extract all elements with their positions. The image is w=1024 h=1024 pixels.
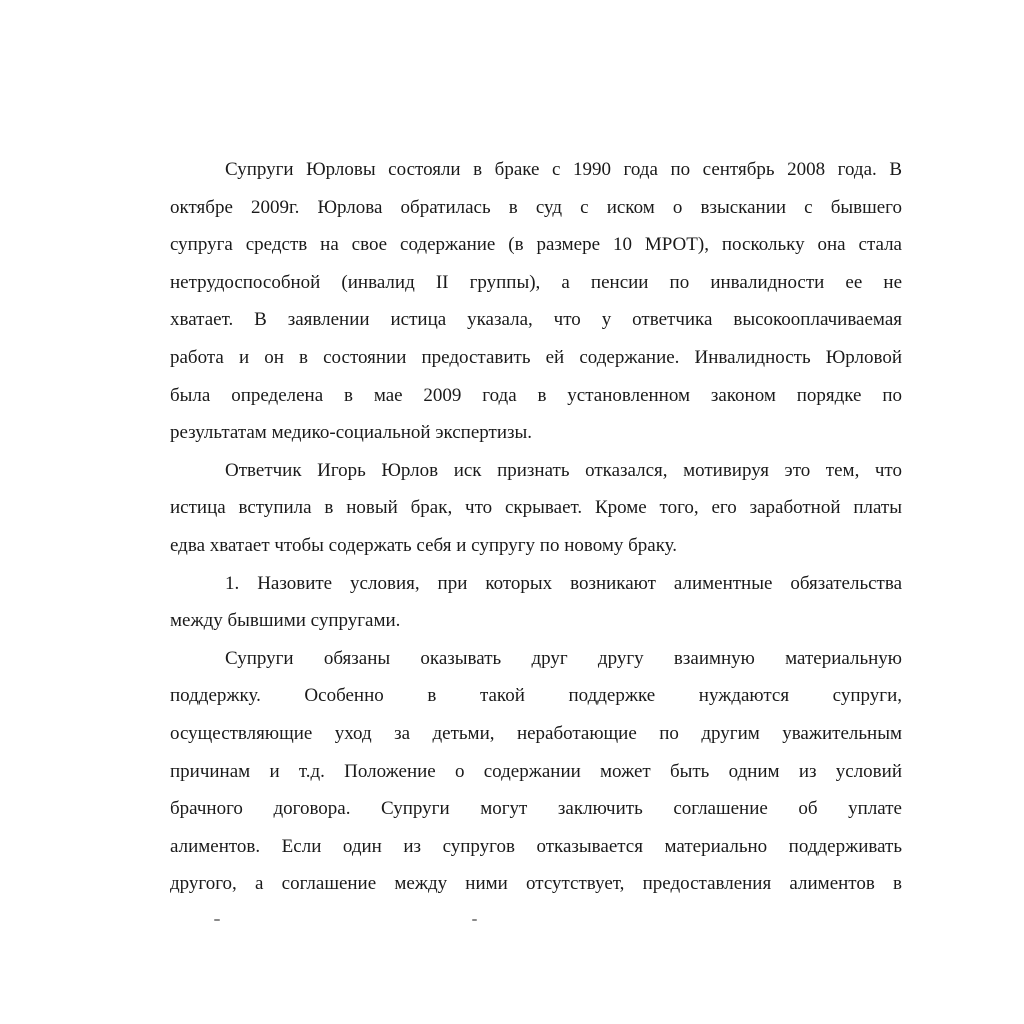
text-line: нетрудоспособной (инвалид II группы), а пенсии по инвалидности ее не [170,271,902,293]
text-line: между бывшими супругами. [170,610,401,632]
text-line: хватает. В заявлении истица указала, что у ответчика высокооплачиваемая [170,309,902,331]
text-line: работа и он в состоянии предоставить ей содержание. Инвалидность Юрловой [170,346,902,368]
text-line: причинам и т.д. Положение о содержании может быть одним из условий [170,760,902,782]
cropped-glyph-fragment [472,919,477,921]
text-line: 1. Назовите условия, при которых возникают алиментные обязательства [225,572,902,594]
text-line: Ответчик Игорь Юрлов иск признать отказался, мотивируя это тем, что [225,459,902,481]
text-line: супруга средств на свое содержание (в размере 10 МРОТ), поскольку она стала [170,234,902,256]
document-body [170,151,902,903]
text-line: брачного договора. Супруги могут заключить соглашение об уплате [170,798,902,820]
text-line: поддержку. Особенно в такой поддержке нуждаются супруги, [170,685,902,707]
cropped-next-line [170,916,902,924]
text-line: осуществляющие уход за детьми, неработающие по другим уважительным [170,722,902,744]
text-line: Супруги обязаны оказывать друг другу взаимную материальную [225,647,902,669]
text-line: истица вступила в новый брак, что скрывает. Кроме того, его заработной платы [170,497,902,519]
text-line: Супруги Юрловы состояли в браке с 1990 года по сентябрь 2008 года. В [225,159,902,180]
text-line: результатам медико-социальной экспертизы. [170,422,533,444]
cropped-glyph-fragment [214,919,220,921]
text-line: октябре 2009г. Юрлова обратилась в суд с иском о взыскании с бывшего [170,196,902,218]
text-line: была определена в мае 2009 года в установленном законом порядке по [170,384,902,406]
text-line: другого, а соглашение между ними отсутствует, предоставления алиментов в [170,873,902,895]
text-line: алиментов. Если один из супругов отказывается материально поддерживать [170,835,902,857]
text-line: едва хватает чтобы содержать себя и супругу по новому браку. [170,534,678,556]
